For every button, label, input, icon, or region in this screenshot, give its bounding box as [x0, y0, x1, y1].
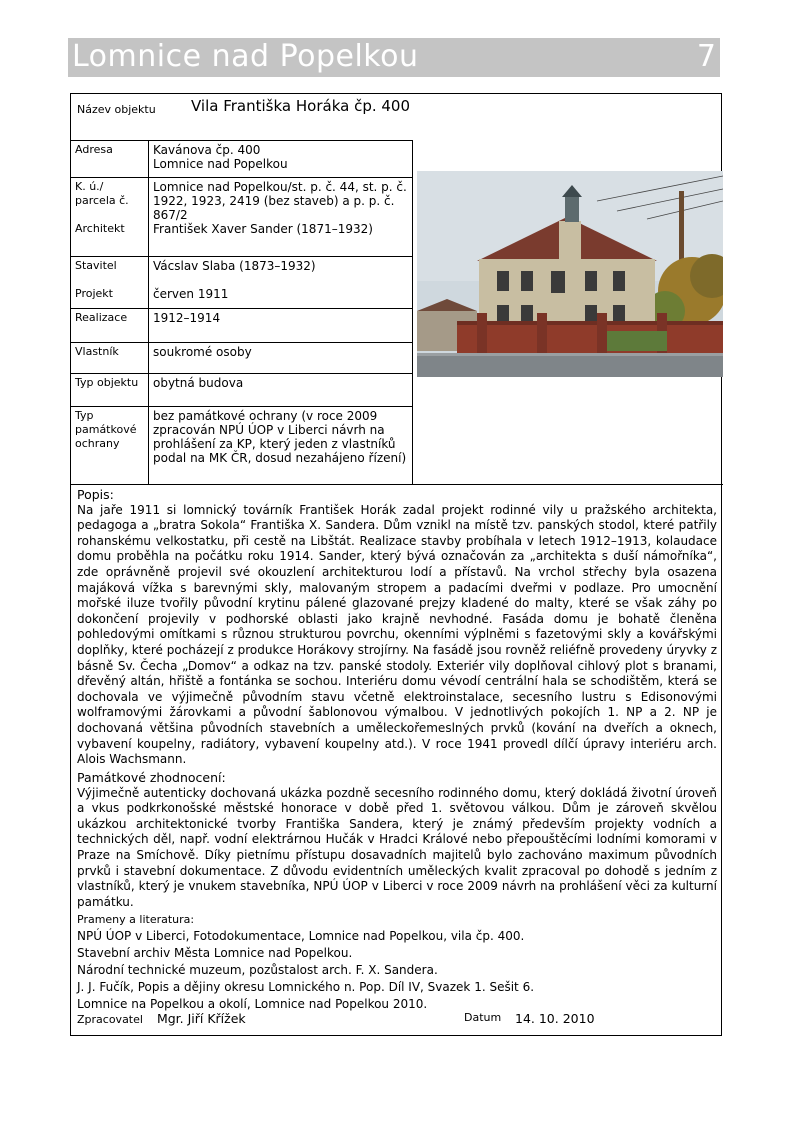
owner-label: Vlastník	[71, 343, 149, 374]
source-item: Lomnice na Popelkou a okolí, Lomnice nad Popelkou 2010.	[77, 997, 428, 1011]
builder-label: Stavitel	[75, 259, 117, 272]
info-table	[71, 140, 413, 485]
owner-value: soukromé osoby	[149, 343, 413, 374]
info-row-owner	[71, 343, 413, 374]
source-item: Stavební archiv Města Lomnice nad Popelkou.	[77, 946, 353, 960]
type-value: obytná budova	[149, 374, 413, 407]
architect-value: František Xaver Sander (1871–1932)	[153, 222, 373, 236]
parcel-architect-labels	[71, 178, 149, 257]
address-value	[149, 141, 413, 178]
parcel-value: Lomnice nad Popelkou/st. p. č. 44, st. p. č. 1922, 1923, 2419 (bez staveb) a p. p. č. 867/2	[153, 180, 407, 222]
date-label: Datum	[464, 1011, 502, 1024]
evaluation-label: Památkové zhodnocení:	[77, 770, 226, 785]
description-text: Na jaře 1911 si lomnický továrník František Horák zadal projekt rodinné vily u pražského architekta, pedagoga a „bratra Sokola“ Františka X. Sandera. Dům vznikl na místě tzv. panských stodol, které patřily rohanskému velkostatku, při cestě na Libštát. Realizace stavby probíhala v letech 1912–1913, kolaudace domu proběhla na počátku roku 1914. Sander, který bývá označován za „architekta s duší námořníka“, zde oprávněně projevil své okouzlení architekturou lodí a přístavů. Na vrchol střechy byla osazena majáková vížka s barevnými skly, malovaným stropem a padacími dveřmi v podlaze. Pro umocnění mořské iluze tvořily původní krytinu pálené glazované prejzy kladené do malty, které se však záhy po dokončení projevily v podhorské oblasti jako krajně nevhodné. Fasáda domu je bohatě členěna pohledovými omítkami s různou strukturou povrchu, okenními výplněmi s fazetovými skly a kovářskými doplňky, které pocházejí z produkce Horákovy strojírny. Na fasádě jsou rovněž reliéfně provedeny úryvky z básně Sv. Čecha „Domov“ a odkaz na tzv. panské stodoly. Exteriér vily doplňoval cihlový plot s branami, dřevěný altán, hřiště a fontánka se sochou. Interiéru domu vévodí centrální hala se schodištěm, která se dochovala ve výjimečně původním stavu včetně elektroinstalace, secesního lustru s Edisonovými wolframovými žárovkami a původní šablonovou výmalbou. V jednotlivých pokojích 1. NP a 2. NP je dochovaná většina původních stavebních a uměleckořemeslných prvků (kování na dveřích a oknech, vybavení koupelny, radiátory, vybavení koupelny atd.). V roce 1941 provedl dílčí úpravy interiéru arch. Alois Wachsmann.	[77, 502, 717, 767]
source-item: Národní technické muzeum, pozůstalost arch. F. X. Sandera.	[77, 963, 438, 977]
evaluation-text: Výjimečně autenticky dochovaná ukázka pozdně secesního rodinného domu, který dokládá životní úroveň a vkus podkrkonošské městské honorace v době před 1. světovou válkou. Dům je zároveň skvělou ukázkou architektonické tvorby Františka Sandera, který je známý především projekty vodních a technických děl, např. vodní elektrárnou Hučák v Hradci Králové nebo přepouštěcími lodními komorami v Praze na Smíchově. Díky pietnímu přístupu dosavadních majitelů bylo zachováno maximum původních prvků i stavební dokumentace. Z důvodu evidentních uměleckých kvalit zpracoval po dohodě s jedním z vlastníků, který je vnukem stavebníka, NPÚ ÚOP v Liberci v roce 2009 návrh na prohlášení věci za kulturní památku.	[77, 785, 717, 909]
record-frame	[70, 93, 722, 1036]
builder-value: Vácslav Slaba (1873–1932)	[153, 259, 316, 273]
builder-project-values	[149, 257, 413, 309]
protection-label: Typ památkové ochrany	[71, 407, 149, 485]
author-label: Zpracovatel	[77, 1013, 143, 1026]
description-label: Popis:	[77, 487, 114, 502]
info-row-builder-project	[71, 257, 413, 309]
sources-label: Prameny a literatura:	[77, 913, 195, 926]
sources-section	[77, 911, 717, 1013]
evaluation-section	[77, 770, 717, 910]
realization-value: 1912–1914	[149, 309, 413, 343]
type-label: Typ objektu	[71, 374, 149, 407]
project-value: červen 1911	[153, 287, 229, 301]
builder-project-labels	[71, 257, 149, 309]
address-label: Adresa	[71, 141, 149, 178]
protection-value: bez památkové ochrany (v roce 2009 zpracován NPÚ ÚOP v Liberci návrh na prohlášení za KP, který jeden z vlastníků podal na MK ČR, dosud nezahájeno řízení)	[149, 407, 413, 485]
architect-label: Architekt	[75, 222, 125, 235]
info-row-realization	[71, 309, 413, 343]
description-section	[77, 487, 717, 768]
section-divider	[71, 484, 723, 485]
source-item: J. J. Fučík, Popis a dějiny okresu Lomnického n. Pop. Díl IV, Svazek 1. Sešit 6.	[77, 980, 535, 994]
parcel-architect-values	[149, 178, 413, 257]
project-label: Projekt	[75, 287, 113, 300]
info-row-parcel-architect	[71, 178, 413, 257]
header-title: Lomnice nad Popelkou	[72, 39, 419, 74]
villa-photo	[417, 171, 723, 377]
address-line1: Kavánova čp. 400	[153, 143, 261, 157]
page-number: 7	[696, 39, 716, 74]
address-line2: Lomnice nad Popelkou	[153, 157, 288, 171]
object-name-label: Název objektu	[77, 103, 156, 116]
source-item: NPÚ ÚOP v Liberci, Fotodokumentace, Lomnice nad Popelkou, vila čp. 400.	[77, 929, 525, 943]
parcel-label: K. ú./ parcela č.	[75, 180, 129, 207]
info-row-type	[71, 374, 413, 407]
date-value: 14. 10. 2010	[515, 1011, 595, 1026]
info-row-protection	[71, 407, 413, 485]
realization-label: Realizace	[71, 309, 149, 343]
footer-row	[77, 1011, 717, 1026]
author-value: Mgr. Jiří Křížek	[156, 1011, 246, 1026]
page-header	[68, 38, 720, 77]
object-name-value: Vila Františka Horáka čp. 400	[191, 97, 411, 115]
info-row-address	[71, 141, 413, 178]
